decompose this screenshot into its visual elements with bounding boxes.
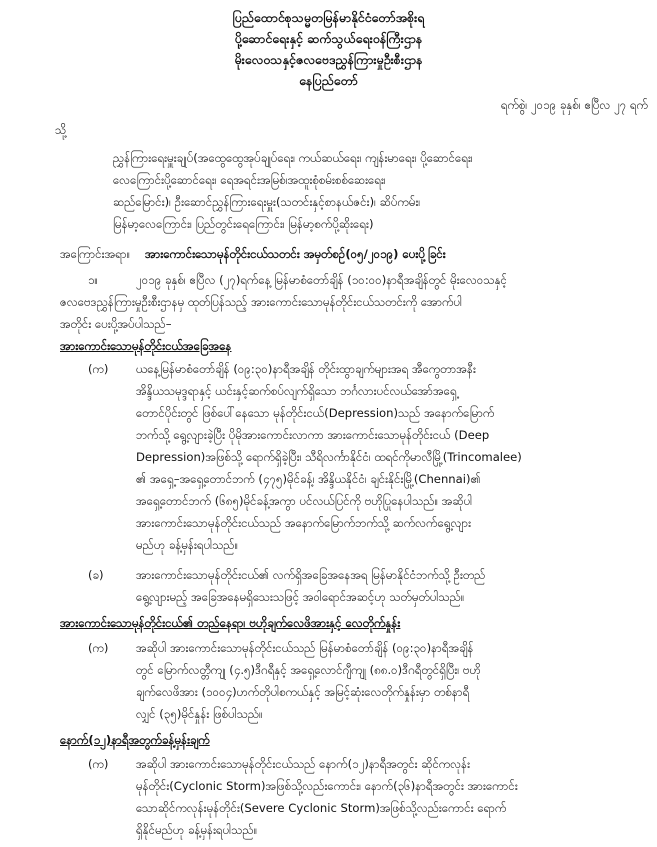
item-line: အားကောင်းသောမုန်တိုင်းငယ်၏ လက်ရှိအခြေအနေအရ မြန်မာနိုင်ငံဘက်သို့ ဦးတည် xyxy=(136,568,486,582)
item-line: တွင် မြောက်လတ္တီကျု (၄.၅)ဒီဂရီနှင့် အရှေ့လောင်ဂျီကျု (၈၈.၀)ဒီဂရီတွင်ရှိပြီး၊ ဗဟို xyxy=(136,663,481,677)
item-line: သောဆိုင်ကလုန်းမုန်တိုင်း(Severe Cyclonic Storm)အဖြစ်သို့လည်းကောင်း ရောက် xyxy=(136,801,507,815)
item-line: မည်ဟု ခန့်မှန်းရပါသည်။ xyxy=(136,538,239,552)
item-line: ဘက်သို့ ရွေ့လျားခဲ့ပြီး ပိုမိုအားကောင်းလာကာ အားကောင်းသောမုန်တိုင်းငယ် (Deep xyxy=(136,428,490,442)
item-line: အရှေ့တောင်ဘက် (၆၈၅)မိုင်ခန့်အကွာ ပင်လယ်ပြင်ကို ဗဟိုပြုနေပါသည်။ အဆိုပါ xyxy=(136,494,473,508)
item-line: လျှင် (၃၅)မိုင်နှုန်း ဖြစ်ပါသည်။ xyxy=(136,707,263,721)
paragraph-line: အတိုင်း ပေးပို့အပ်ပါသည်– xyxy=(60,317,172,331)
item-line: ရွေ့လျားမည့် အခြေအနေမရှိသေးသဖြင့် အဝါရောင်အဆင့်ဟု သတ်မှတ်ပါသည်။ xyxy=(136,590,465,604)
item-line: အဆိုပါ အားကောင်းသောမုန်တိုင်းငယ်သည် နောက်(၁၂)နာရီအတွင်း ဆိုင်ကလုန်း xyxy=(136,757,471,771)
header-line-department: မိုးလေဝသနှင့်ဇလဗေဒညွှန်ကြားမှုဦးစီးဌာန xyxy=(234,52,423,67)
item-line: ယနေ့မြန်မာစံတော်ချိန် (၀၉:၃၀)နာရီအချိန် တိုင်းထွာချက်များအရ အီကွေတာအနီး xyxy=(136,362,476,376)
section-heading: နောက်(၁၂)နာရီအတွက်ခန့်မှန်းချက် xyxy=(60,733,210,747)
item-line: အိန္ဒိယသမုဒ္ဒရာနှင့် ယင်းနှင့်ဆက်စပ်လျက်ရှိသော ဘင်္ဂလားပင်လယ်အော်အရှေ့ xyxy=(136,384,457,398)
recipient-line: လေကြောင်းပို့ဆောင်ရေး၊ ရေအရင်းအမြစ်၊အထူးစုံစမ်းစစ်ဆေးရေး၊ xyxy=(113,173,386,187)
recipient-line: ညွှန်ကြားရေးမှူးချုပ်(အထွေထွေအုပ်ချုပ်ရေး၊ ကယ်ဆယ်ရေး၊ ကျန်းမာရေး၊ ပို့ဆောင်ရေး၊ xyxy=(113,151,473,165)
recipient-line: မြန်မာ့လေကြောင်း၊ ပြည်တွင်းရေကြောင်း၊ မြန်မာ့စက်ပို့ဆိုးရေး) xyxy=(113,217,374,231)
subject-label: အကြောင်းအရာ။ xyxy=(60,247,131,261)
item-line: မုန်တိုင်း(Cyclonic Storm)အဖြစ်သို့လည်းကောင်း၊ နောက်(၃၆)နာရီအတွင်း အားကောင်း xyxy=(136,779,518,793)
item-line: Depression)အဖြစ်သို့ ရောက်ရှိခဲ့ပြီး၊ သီရိလင်္ကာနိုင်ငံ၊ ထရင်ကိုမာလီမြို့(Trincomalee) xyxy=(136,450,522,464)
paragraph-line: ဇလဗေဒညွှန်ကြားမှုဦးစီးဌာနမှ ထုတ်ပြန်သည့် အားကောင်းသောမုန်တိုင်းငယ်သတင်းကို အောက်ပါ xyxy=(60,295,463,309)
item-line: တောင်ပိုင်းတွင် ဖြစ်ပေါ်နေသော မုန်တိုင်းငယ်(Depression)သည် အနောက်မြောက် xyxy=(136,406,495,420)
item-line: ချက်လေဖိအား (၁၀၀၄)ဟက်တိုပါစကယ်နှင့် အမြင့်ဆုံးလေတိုက်နှုန်းမှာ တစ်နာရီ xyxy=(136,685,470,699)
item-number: (ခ) xyxy=(88,568,104,582)
item-line: အဆိုပါ အားကောင်းသောမုန်တိုင်းငယ်သည် မြန်မာစံတော်ချိန် (၀၉:၃၀)နာရီအချိန် xyxy=(136,641,474,655)
recipient-line: ဆည်မြောင်း)၊ ဦးဆောင်ညွှန်ကြားရေးမှူး(သတင်းနှင့်စာနယ်ဇင်း)၊ ဆိပ်ကမ်း၊ xyxy=(113,195,421,209)
header-line-government: ပြည်ထောင်စုသမ္မတမြန်မာနိုင်ငံတော်အစိုးရ xyxy=(232,10,425,25)
document-date: ရက်စွဲ၊ ၂၀၁၉ ခုနှစ်၊ ဧပြီလ ၂၇ ရက် xyxy=(500,98,648,112)
item-number: (က) xyxy=(88,757,109,771)
subject-text: အားကောင်းသောမုန်တိုင်းငယ်သတင်း အမှတ်စဉ်(၀၅/၂၀၁၉) ပေးပို့ခြင်း xyxy=(145,247,446,261)
item-number: (က) xyxy=(88,362,109,376)
header-line-location: နေပြည်တော် xyxy=(299,73,358,88)
item-line: ၏ အရှေ့–အရှေ့တောင်ဘက် (၄၇၅)မိုင်ခန့်၊ အိန္ဒိယနိုင်ငံ၊ ချင်းနိုင်းမြို့(Chennai)၏ xyxy=(136,472,481,486)
section-heading: အားကောင်းသောမုန်တိုင်းငယ်အခြေအနေ xyxy=(60,339,232,353)
item-number: (က) xyxy=(88,641,109,655)
header-line-ministry: ပို့ဆောင်ရေးနှင့် ဆက်သွယ်ရေးဝန်ကြီးဌာန xyxy=(234,31,423,46)
paragraph-number: ၁။ xyxy=(88,273,99,287)
item-line: ရှိနိုင်မည်ဟု ခန့်မှန်းရပါသည်။ xyxy=(136,823,258,837)
paragraph-line: ၂၀၁၉ ခုနှစ်၊ ဧပြီလ (၂၇)ရက်နေ့ မြန်မာစံတော်ချိန် (၁၀:၀၀)နာရီအချိန်တွင် မိုးလေဝသနှင့် xyxy=(136,273,507,287)
item-line: အားကောင်းသောမုန်တိုင်းငယ်သည် အနောက်မြောက်ဘက်သို့ ဆက်လက်ရွေ့လျား xyxy=(136,516,472,530)
to-label: သို့ xyxy=(55,123,67,137)
section-heading: အားကောင်းသောမုန်တိုင်းငယ်၏ တည်နေရာ၊ ဗဟိုချက်လေဖိအားနှင့် လေတိုက်နှုန်း xyxy=(60,616,401,630)
